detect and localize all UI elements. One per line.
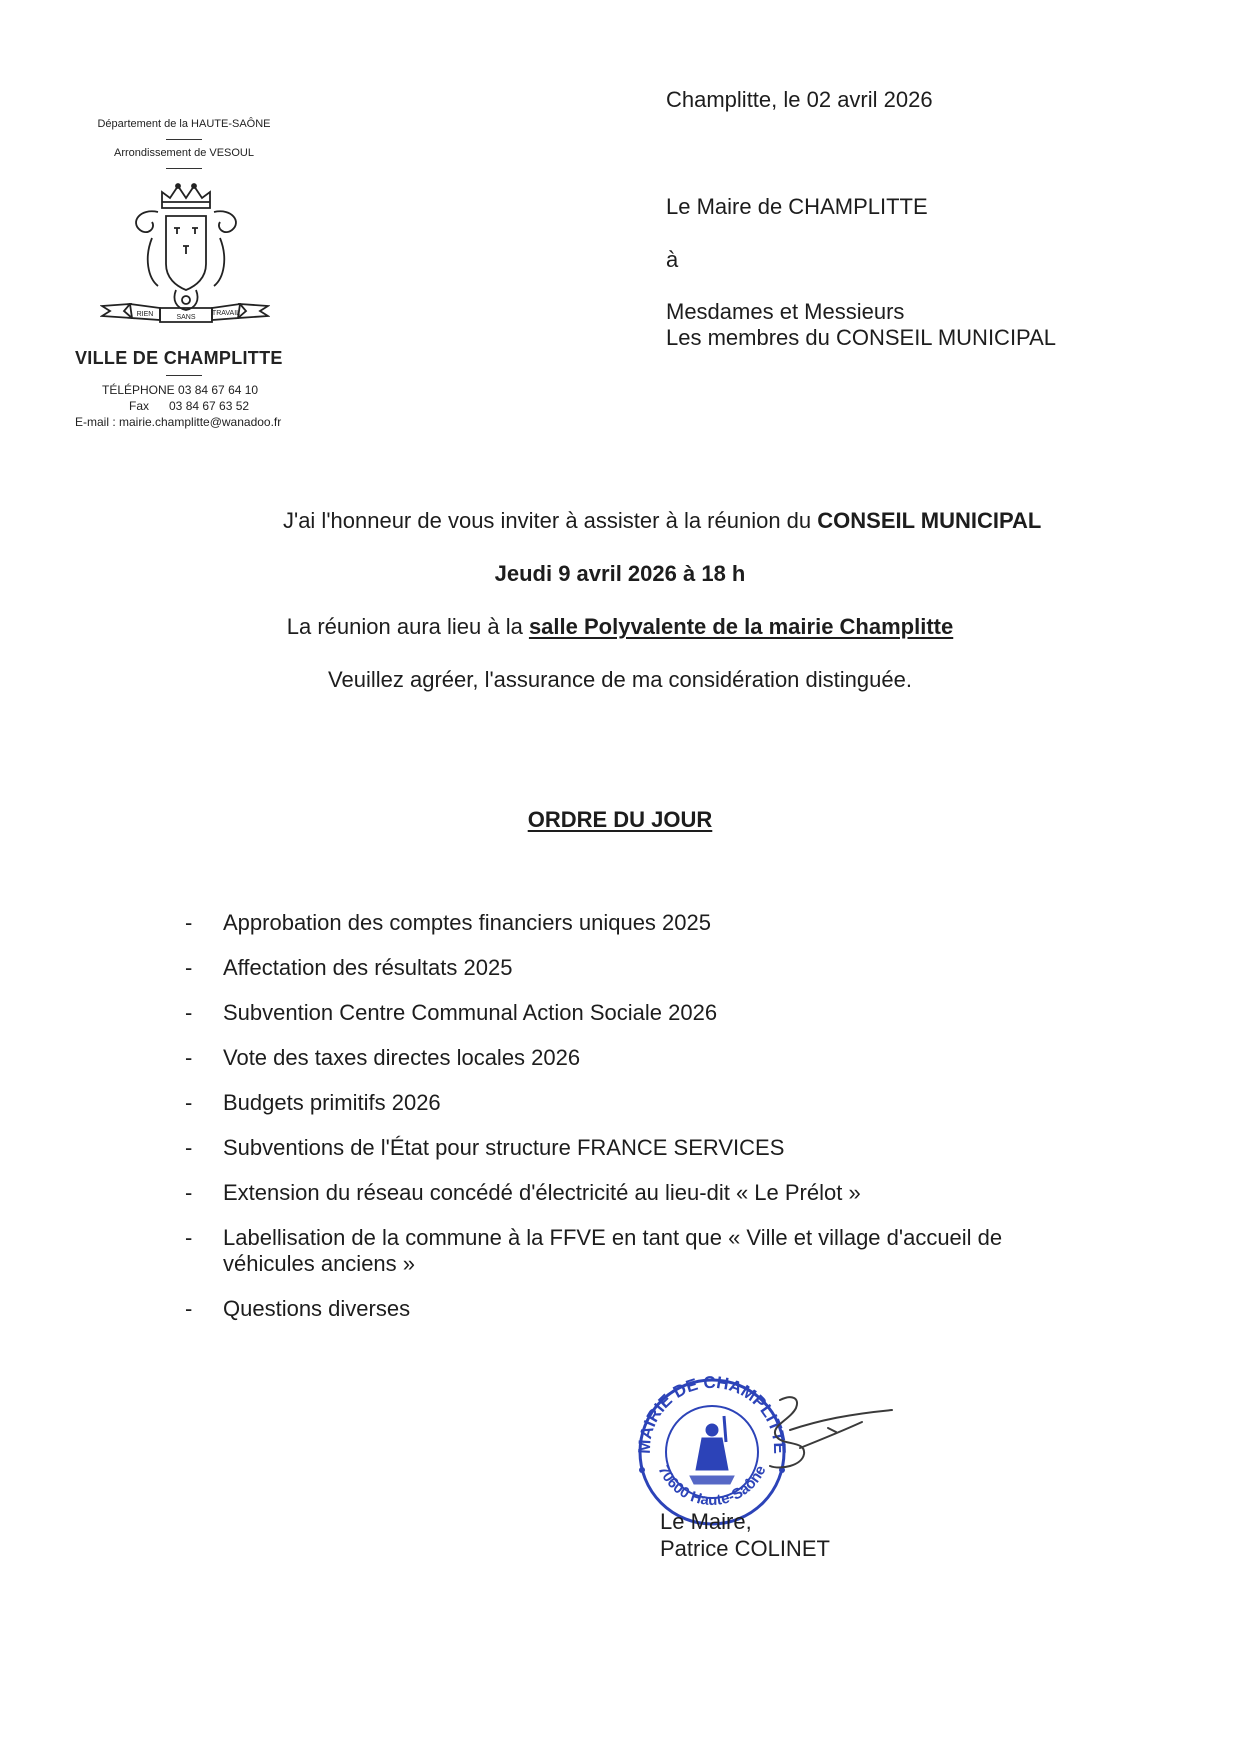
divider [166, 168, 202, 169]
coat-of-arms-icon [100, 178, 270, 336]
departement-label: Département de la HAUTE-SAÔNE [97, 118, 271, 130]
location-place: salle Polyvalente de la mairie Champlitte [528, 614, 954, 639]
dash-icon: - [185, 1000, 193, 1025]
location-text [0, 614, 1240, 640]
fax-line: Fax 03 84 67 63 52 [129, 399, 250, 413]
dash-icon: - [185, 1180, 193, 1205]
agenda-title: ORDRE DU JOUR [527, 807, 713, 832]
dash-icon: - [185, 1296, 193, 1321]
council-name: CONSEIL MUNICIPAL [817, 508, 1042, 533]
sender-line: Le Maire de CHAMPLITTE [666, 194, 928, 219]
signature-title: Le Maire, [660, 1509, 752, 1534]
motto-word: TRAVAIL [211, 310, 241, 317]
dash-icon: - [185, 1135, 193, 1160]
meeting-datetime: Jeudi 9 avril 2026 à 18 h [494, 561, 746, 586]
motto-word: RIEN [136, 311, 154, 318]
divider [166, 375, 202, 376]
to-line: à [666, 247, 679, 272]
ville-title: VILLE DE CHAMPLITTE [75, 348, 283, 368]
stamp-bottom-text: 70600 Haute-Saône [654, 1462, 770, 1509]
invitation-prefix: J'ai l'honneur de vous inviter à assister à la réunion du [283, 508, 818, 533]
telephone-line: TÉLÉPHONE 03 84 67 64 10 [102, 383, 259, 397]
dash-icon: - [185, 1045, 193, 1070]
motto-word: SANS [176, 314, 196, 321]
divider [166, 139, 202, 140]
dash-icon: - [185, 1090, 193, 1115]
location-prefix: La réunion aura lieu à la [286, 614, 529, 639]
agenda-item: - Subventions de l'État pour structure FRANCE SERVICES [185, 1135, 785, 1160]
agenda-item: - Labellisation de la commune à la FFVE en tant que « Ville et village d'accueil de véhicules anciens » [185, 1225, 1003, 1276]
agenda-item: - Budgets primitifs 2026 [185, 1090, 441, 1115]
dash-icon: - [185, 955, 193, 980]
stamp-top-text: MAIRIE DE CHAMPLITTE [634, 1372, 790, 1455]
agenda-item: - Approbation des comptes financiers uniques 2025 [185, 910, 711, 935]
agenda-list [185, 910, 1085, 1341]
agenda-item: - Questions diverses [185, 1296, 411, 1321]
date-line: Champlitte, le 02 avril 2026 [666, 87, 933, 112]
dash-icon: - [185, 910, 193, 935]
agenda-item: - Vote des taxes directes locales 2026 [185, 1045, 581, 1070]
agenda-item: - Extension du réseau concédé d'électricité au lieu-dit « Le Prélot » [185, 1180, 861, 1205]
mairie-stamp-icon [630, 1370, 910, 1530]
email-line: E-mail : mairie.champlitte@wanadoo.fr [75, 415, 282, 429]
invitation-text [283, 508, 1041, 534]
agenda-item: - Affectation des résultats 2025 [185, 955, 513, 980]
recipient-line-1: Mesdames et Messieurs [666, 299, 905, 324]
signature-name: Patrice COLINET [660, 1536, 830, 1561]
dash-icon: - [185, 1225, 193, 1250]
closing-text: Veuillez agréer, l'assurance de ma considération distinguée. [328, 667, 912, 692]
arrondissement-label: Arrondissement de VESOUL [113, 147, 254, 159]
agenda-item: - Subvention Centre Communal Action Sociale 2026 [185, 1000, 718, 1025]
recipient-line-2: Les membres du CONSEIL MUNICIPAL [666, 325, 1057, 350]
